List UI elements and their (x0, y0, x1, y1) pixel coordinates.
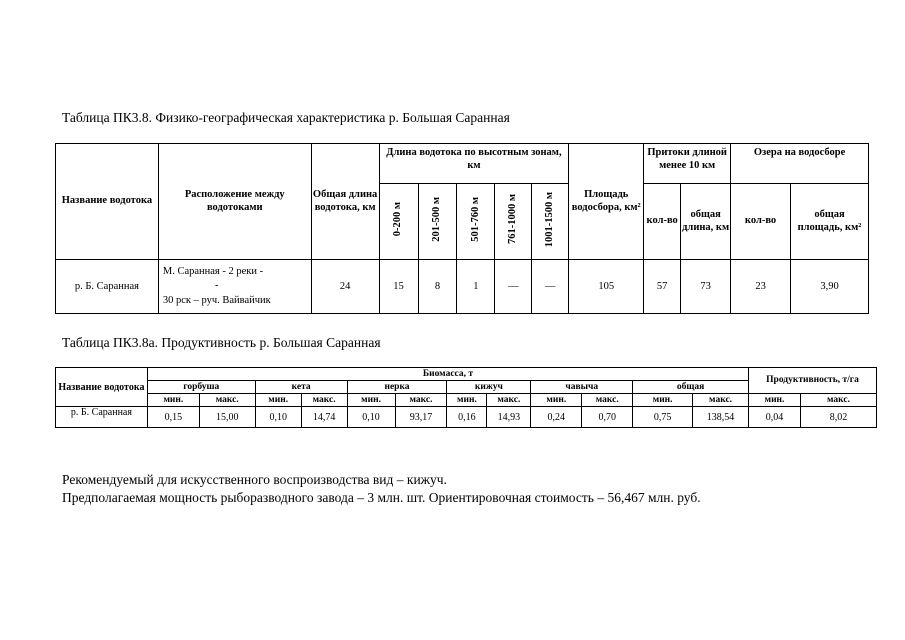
t2-header-min: мин. (147, 394, 199, 407)
header-zones-group: Длина водотока по высотным зонам, км (379, 144, 569, 184)
table-row (56, 407, 877, 428)
table-row (56, 260, 869, 314)
cell-zone-3: — (495, 260, 532, 314)
t2-cell: 0,15 (147, 407, 199, 428)
location-line1: М. Саранная - 2 реки - (162, 266, 264, 278)
t2-header-max: макс. (487, 394, 531, 407)
t2-cell: 14,74 (301, 407, 347, 428)
t2-header-min: мин. (633, 394, 693, 407)
physico-geographic-table (55, 143, 869, 314)
location-line2: - (215, 280, 219, 292)
header-zone-2: 501-760 м (457, 184, 495, 260)
t2-cell: 0,16 (447, 407, 487, 428)
recommendation-text: Рекомендуемый для искусственного воспроизводства вид – кижуч. (62, 472, 447, 487)
table1-caption: Таблица ПК3.8. Физико-географическая характеристика р. Большая Саранная (62, 110, 510, 125)
header-lakes-count: кол-во (731, 184, 791, 260)
header-length: Общая длина водотока, км (311, 144, 379, 260)
header-zone-1: 201-500 м (418, 184, 457, 260)
t2-header-productivity: Продуктивность, т/га (749, 368, 877, 394)
cell-location (158, 260, 311, 314)
t2-header-min: мин. (749, 394, 801, 407)
cell-lakes-count: 23 (731, 260, 791, 314)
t2-cell: 0,10 (347, 407, 395, 428)
header-trib-count: кол-во (644, 184, 681, 260)
header-area: Площадь водосбора, км² (569, 144, 644, 260)
t2-header-min: мин. (255, 394, 301, 407)
t2-header-max: макс. (199, 394, 255, 407)
cell-trib-count: 57 (644, 260, 681, 314)
t2-cell: 8,02 (800, 407, 876, 428)
t2-header-species-5: общая (633, 381, 749, 394)
header-trib-length: общая длина, км (681, 184, 731, 260)
header-tributaries-group: Притоки длиной менее 10 км (644, 144, 731, 184)
t2-header-species-1: кета (255, 381, 347, 394)
cell-name: р. Б. Саранная (56, 260, 159, 314)
t2-cell-name: р. Б. Саранная (56, 407, 148, 428)
cell-zone-1: 8 (418, 260, 457, 314)
cell-zone-2: 1 (457, 260, 495, 314)
header-lakes-area: общая площадь, км² (791, 184, 869, 260)
header-zone-3: 761-1000 м (495, 184, 532, 260)
cell-lakes-area: 3,90 (791, 260, 869, 314)
header-zone-4: 1001-1500 м (532, 184, 569, 260)
cell-zone-0: 15 (379, 260, 418, 314)
t2-header-biomass: Биомасса, т (147, 368, 748, 381)
t2-cell: 93,17 (395, 407, 447, 428)
location-line3: 30 рск – руч. Вайвайчик (162, 294, 271, 306)
t2-header-min: мин. (447, 394, 487, 407)
t2-header-min: мин. (531, 394, 582, 407)
t2-header-species-0: горбуша (147, 381, 255, 394)
header-name: Название водотока (56, 144, 159, 260)
t2-cell: 0,10 (255, 407, 301, 428)
t2-header-max: макс. (395, 394, 447, 407)
header-location: Расположение между водотоками (158, 144, 311, 260)
t2-header-max: макс. (800, 394, 876, 407)
t2-cell: 138,54 (693, 407, 749, 428)
t2-cell: 14,93 (487, 407, 531, 428)
t2-cell: 0,70 (582, 407, 633, 428)
t2-cell: 0,75 (633, 407, 693, 428)
t2-header-species-2: нерка (347, 381, 447, 394)
productivity-table (55, 367, 877, 428)
header-lakes-group: Озера на водосборе (731, 144, 869, 184)
t2-cell: 15,00 (199, 407, 255, 428)
cell-length: 24 (311, 260, 379, 314)
t2-header-max: макс. (301, 394, 347, 407)
t2-header-max: макс. (693, 394, 749, 407)
capacity-cost-text: Предполагаемая мощность рыборазводного завода – 3 млн. шт. Ориентировочная стоимость – 56,467 млн. руб. (62, 490, 701, 505)
cell-zone-4: — (532, 260, 569, 314)
header-zone-0: 0-200 м (379, 184, 418, 260)
cell-area: 105 (569, 260, 644, 314)
t2-cell: 0,24 (531, 407, 582, 428)
t2-header-min: мин. (347, 394, 395, 407)
t2-header-name: Название водотока (56, 368, 148, 407)
t2-header-max: макс. (582, 394, 633, 407)
table2-caption: Таблица ПК3.8а. Продуктивность р. Большая Саранная (62, 335, 381, 350)
t2-cell: 0,04 (749, 407, 801, 428)
t2-header-species-3: кижуч (447, 381, 531, 394)
cell-trib-length: 73 (681, 260, 731, 314)
t2-header-species-4: чавыча (531, 381, 633, 394)
